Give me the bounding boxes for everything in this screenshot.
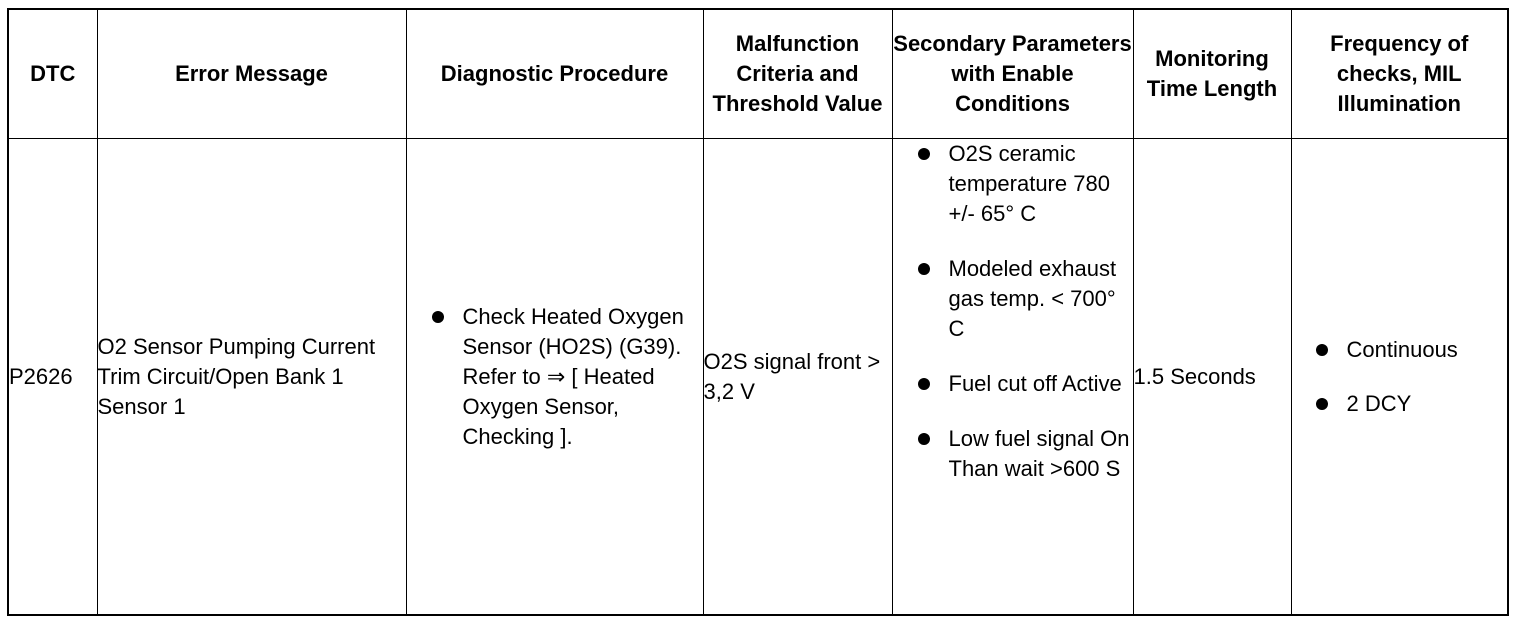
secondary-parameter-text: O2S ceramic temperature 780 +/- 65° C [948,141,1110,226]
cell-diagnostic-procedure [406,139,703,616]
list-item [407,302,703,452]
frequency-list [1292,335,1508,419]
diagnostic-procedure-list [407,302,703,452]
cell-malfunction-criteria: O2S signal front > 3,2 V [703,139,892,616]
bullet-icon [1316,398,1328,410]
list-item [1292,335,1508,365]
diagnostic-step-text: Check Heated Oxygen Sensor (HO2S) (G39). Refer to ⇒ [ Heated Oxygen Sensor, Checking ]. [462,303,684,449]
header-frequency: Frequency of checks, MIL Illumination [1291,9,1508,139]
header-malfunction-criteria: Malfunction Criteria and Threshold Value [703,9,892,139]
dtc-table [7,8,1509,616]
header-monitoring-time: Monitoring Time Length [1133,9,1291,139]
cell-error-message: O2 Sensor Pumping Current Trim Circuit/Open Bank 1 Sensor 1 [97,139,406,616]
header-error-message: Error Message [97,9,406,139]
cell-secondary-parameters [892,139,1133,616]
secondary-parameter-text: Fuel cut off Active [948,371,1122,396]
header-row [8,9,1508,139]
header-dtc: DTC [8,9,97,139]
frequency-text: 2 DCY [1346,390,1412,416]
bullet-icon [918,433,930,445]
bullet-icon [432,311,444,323]
bullet-icon [918,148,930,160]
list-item [893,254,1133,344]
bullet-icon [918,378,930,390]
list-item [893,369,1133,399]
header-secondary-parameters: Secondary Parameters with Enable Conditions [892,9,1133,139]
list-item [893,424,1133,484]
cell-dtc-code: P2626 [8,139,97,616]
secondary-parameter-text: Low fuel signal On Than wait >600 S [948,426,1130,481]
header-diagnostic-procedure: Diagnostic Procedure [406,9,703,139]
list-item [893,139,1133,229]
bullet-icon [1316,344,1328,356]
bullet-icon [918,263,930,275]
list-item [1292,389,1508,419]
secondary-parameter-text: Modeled exhaust gas temp. < 700° C [948,256,1117,341]
cell-frequency [1291,139,1508,616]
frequency-text: Continuous [1346,336,1458,362]
table-row [8,139,1508,616]
secondary-parameters-list [893,139,1133,484]
cell-monitoring-time: 1.5 Seconds [1133,139,1291,616]
